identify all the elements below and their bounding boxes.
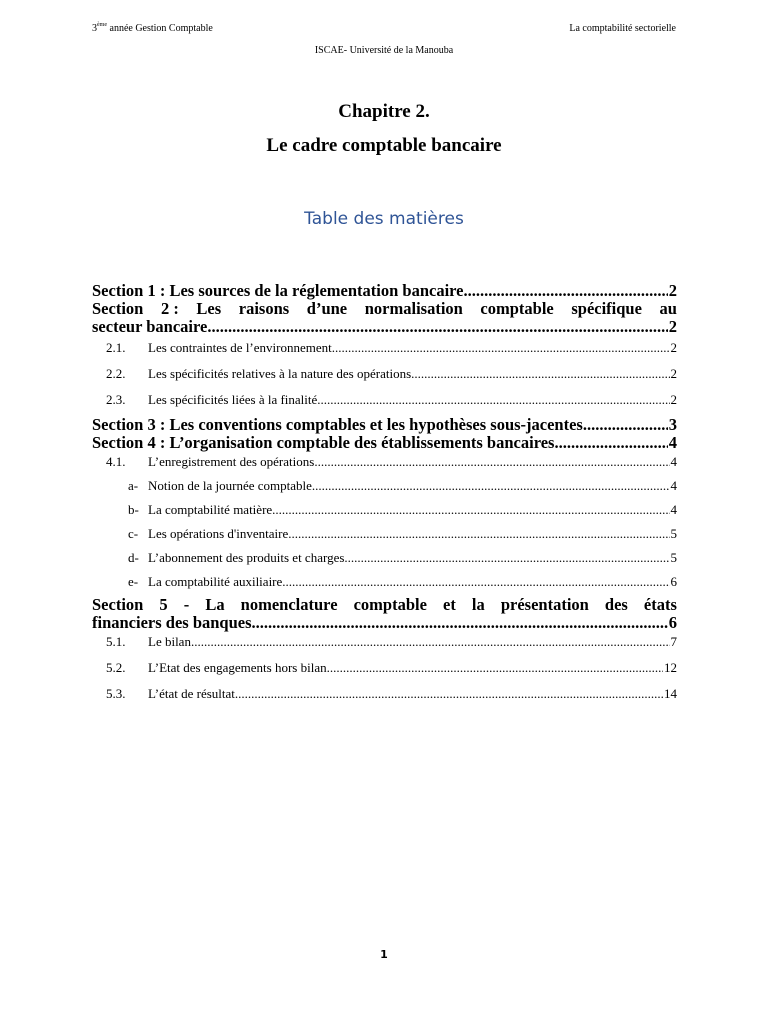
toc-subitem-page: 5 — [670, 526, 677, 541]
toc-word: 2 : — [160, 299, 179, 318]
toc-subitem-letter: e- — [128, 574, 139, 589]
header-center: ISCAE- Université de la Manouba — [314, 45, 454, 56]
toc-section-2[interactable] — [92, 300, 677, 336]
toc-section-4[interactable] — [92, 434, 677, 452]
toc-word: normalisation — [364, 299, 463, 318]
toc-subitem-label: Notion de la journée comptable — [148, 478, 312, 493]
toc-word: états — [643, 595, 677, 614]
toc-word: et — [443, 595, 456, 614]
page-number: 1 — [380, 948, 388, 961]
toc-item-5-1[interactable] — [92, 634, 677, 650]
toc-word: nomenclature — [240, 595, 338, 614]
toc-subitem-e[interactable] — [92, 574, 677, 590]
toc-leader-dots — [272, 502, 669, 518]
toc-section-1-page: 2 — [668, 281, 677, 300]
toc-section-3-page: 3 — [668, 415, 677, 434]
toc-item-page: 2 — [670, 392, 677, 407]
toc-section-2-line2 — [92, 318, 677, 336]
toc-leader-dots — [332, 340, 670, 356]
toc-word: Section — [92, 299, 144, 318]
toc-leader-dots — [317, 392, 669, 408]
toc-subitem-letter: a- — [128, 478, 139, 493]
toc-leader-dots — [327, 660, 663, 676]
table-of-contents — [92, 282, 677, 702]
toc-section-3[interactable] — [92, 416, 677, 434]
toc-word: au — [659, 299, 677, 318]
toc-item-label: L’état de résultat — [148, 686, 235, 701]
toc-item-2-2[interactable] — [92, 366, 677, 382]
header-left-text: année Gestion Comptable — [107, 23, 213, 34]
toc-item-4-1[interactable] — [92, 454, 677, 470]
toc-word: comptable — [480, 299, 554, 318]
toc-section-3-label: Section 3 : Les conventions comptables et les hypothèses sous-jacentes — [92, 415, 583, 434]
toc-leader-dots — [554, 434, 667, 452]
toc-item-number: 5.1. — [106, 634, 126, 649]
toc-subitem-label: L’abonnement des produits et charges — [148, 550, 345, 565]
toc-word: 5 — [159, 595, 168, 614]
toc-word: Section — [92, 595, 144, 614]
toc-leader-dots — [314, 454, 669, 470]
toc-section-5-line2 — [92, 614, 677, 632]
toc-word: d’une — [306, 299, 348, 318]
toc-section-5[interactable] — [92, 596, 677, 632]
toc-item-number: 2.1. — [106, 340, 126, 355]
toc-word: spécifique — [571, 299, 642, 318]
toc-leader-dots — [288, 526, 669, 542]
toc-subitem-page: 4 — [670, 478, 677, 493]
toc-leader-dots — [191, 634, 670, 650]
chapter-title: Le cadre comptable bancaire — [266, 135, 502, 156]
toc-section-2-page: 2 — [668, 317, 677, 336]
toc-leader-dots — [312, 478, 670, 494]
header-left-prefix: 3 — [92, 23, 97, 34]
toc-item-page: 2 — [670, 340, 677, 355]
toc-leader-dots — [583, 416, 668, 434]
toc-item-label: Les contraintes de l’environnement — [148, 340, 332, 355]
chapter-number: Chapitre 2. — [338, 101, 430, 122]
toc-item-label: L’Etat des engagements hors bilan — [148, 660, 327, 675]
toc-word: raisons — [238, 299, 290, 318]
toc-subitem-label: Les opérations d'inventaire — [148, 526, 289, 541]
toc-word: Les — [196, 299, 222, 318]
toc-word: comptable — [353, 595, 427, 614]
toc-item-number: 4.1. — [106, 454, 126, 469]
toc-subitem-label: La comptabilité auxiliaire — [148, 574, 283, 589]
toc-item-2-1[interactable] — [92, 340, 677, 356]
toc-subitem-page: 6 — [670, 574, 677, 589]
toc-item-number: 5.2. — [106, 660, 126, 675]
toc-subitem-d[interactable] — [92, 550, 677, 566]
toc-item-label: L’enregistrement des opérations — [148, 454, 315, 469]
toc-item-number: 2.3. — [106, 392, 126, 407]
toc-item-page: 14 — [664, 686, 677, 701]
toc-subitem-b[interactable] — [92, 502, 677, 518]
toc-section-5-label: financiers des banques — [92, 613, 252, 632]
toc-subitem-label: La comptabilité matière — [148, 502, 273, 517]
toc-section-2-label: secteur bancaire — [92, 317, 208, 336]
toc-item-label: Les spécificités relatives à la nature des opérations — [148, 366, 412, 381]
toc-subitem-letter: c- — [128, 526, 139, 541]
toc-item-label: Les spécificités liées à la finalité — [148, 392, 318, 407]
toc-leader-dots — [344, 550, 669, 566]
toc-item-number: 5.3. — [106, 686, 126, 701]
toc-section-5-page: 6 — [668, 613, 677, 632]
toc-item-page: 7 — [670, 634, 677, 649]
toc-leader-dots — [282, 574, 669, 590]
toc-section-4-page: 4 — [668, 433, 677, 452]
toc-leader-dots — [411, 366, 669, 382]
toc-subitem-c[interactable] — [92, 526, 677, 542]
toc-item-page: 12 — [664, 660, 677, 675]
toc-word: présentation — [500, 595, 589, 614]
toc-item-number: 2.2. — [106, 366, 126, 381]
header-left — [92, 22, 213, 35]
toc-word: La — [205, 595, 225, 614]
toc-leader-dots — [252, 614, 668, 632]
toc-subitem-letter: d- — [128, 550, 139, 565]
header-right: La comptabilité sectorielle — [569, 23, 676, 34]
toc-subitem-a[interactable] — [92, 478, 677, 494]
toc-section-2-line1 — [92, 300, 677, 318]
toc-word: la — [471, 595, 485, 614]
toc-subitem-page: 5 — [670, 550, 677, 565]
toc-item-2-3[interactable] — [92, 392, 677, 408]
toc-section-5-line1 — [92, 596, 677, 614]
toc-leader-dots — [207, 318, 667, 336]
toc-title: Table des matières — [304, 209, 464, 229]
toc-leader-dots — [235, 686, 663, 702]
toc-word: des — [604, 595, 628, 614]
header-left-sup: ème — [97, 22, 107, 28]
toc-item-page: 2 — [670, 366, 677, 381]
toc-subitem-letter: b- — [128, 502, 139, 517]
toc-section-1[interactable] — [92, 282, 677, 300]
toc-section-4-label: Section 4 : L’organisation comptable des établissements bancaires — [92, 433, 555, 452]
toc-word: - — [183, 595, 190, 614]
toc-leader-dots — [464, 282, 668, 300]
toc-item-page: 4 — [670, 454, 677, 469]
toc-item-5-3[interactable] — [92, 686, 677, 702]
toc-item-label: Le bilan — [148, 634, 191, 649]
toc-section-1-label: Section 1 : Les sources de la réglementation bancaire — [92, 281, 464, 300]
toc-item-5-2[interactable] — [92, 660, 677, 676]
toc-subitem-page: 4 — [670, 502, 677, 517]
